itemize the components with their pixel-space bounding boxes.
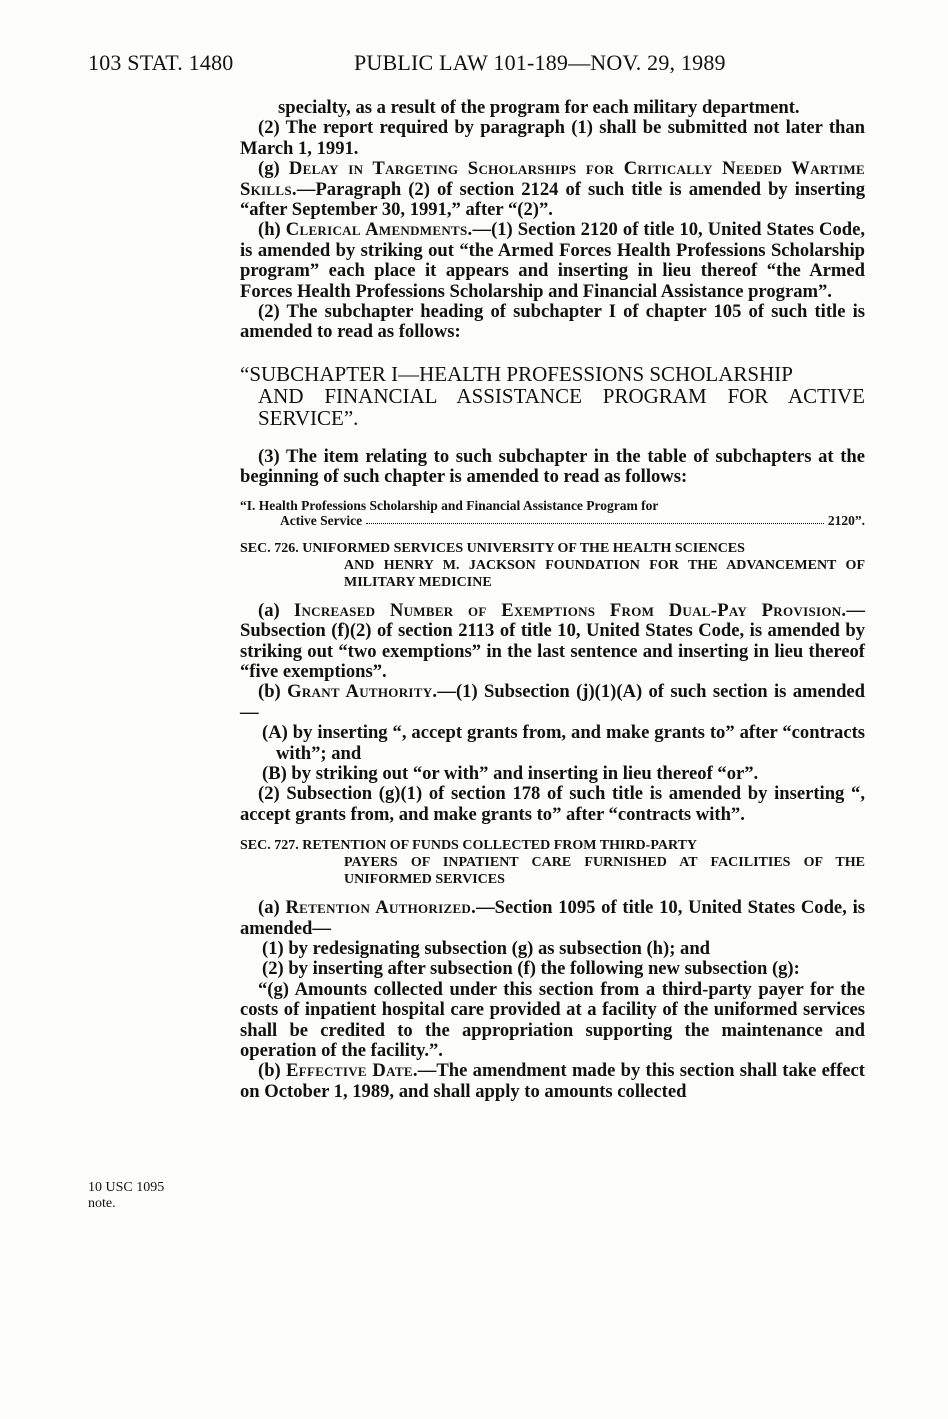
- section-726-subsection-b: [240, 682, 865, 723]
- subchapter-heading: [240, 363, 865, 429]
- toc-section-number: 2120”.: [827, 512, 865, 528]
- margin-note: [88, 1180, 164, 1212]
- paragraph-continuation: specialty, as a result of the program for each military department.: [278, 97, 800, 118]
- public-law-reference: PUBLIC LAW 101-189—NOV. 29, 1989: [354, 50, 726, 75]
- section-727-heading: [240, 837, 865, 888]
- section-727-quoted-subsection-g: “(g) Amounts collected under this section from a third-party payer for the costs of inpatient hospital care provided at a facility of the uniformed services shall be credited to the appropriation supporting the maintenance and operation of the facility.”.: [240, 978, 865, 1061]
- section-727-b-label: (b): [258, 1060, 287, 1082]
- subsection-h: [240, 220, 865, 302]
- section-726-heading: [240, 540, 865, 591]
- subsection-g-heading: Delay in Targeting Scholarships for Critically Needed Wartime Skills.: [240, 158, 865, 200]
- subsection-h-heading: Clerical Amendments.: [285, 219, 473, 241]
- section-726-b-clause-B: (B) by striking out “or with” and inserting in lieu thereof “or”.: [262, 762, 759, 784]
- toc-line2: [240, 513, 865, 528]
- section-726-heading-rest: AND HENRY M. JACKSON FOUNDATION FOR THE ADVANCEMENT OF MILITARY MEDICINE: [344, 557, 865, 590]
- section-727-a-heading: Retention Authorized.: [285, 897, 477, 919]
- section-726-b-paragraph-2: (2) Subsection (g)(1) of section 178 of such title is amended by inserting “, accept grants from, and make grants to” after “contracts with”.: [240, 783, 865, 825]
- section-727-a-clause-1: (1) by redesignating subsection (g) as subsection (h); and: [262, 937, 711, 959]
- section-727-b-heading: Effective Date.: [286, 1060, 418, 1082]
- section-727-subsection-a: [240, 898, 865, 939]
- subsection-h-paragraph-3: (3) The item relating to such subchapter in the table of subchapters at the beginning of such chapter is amended to read as follows:: [240, 445, 865, 488]
- subsection-g: [240, 159, 865, 220]
- section-727-a-clause-2: (2) by inserting after subsection (f) the following new subsection (g):: [262, 958, 800, 980]
- section-726-a-text: —Subsection (f)(2) of section 2113 of title 10, United States Code, is amended by striking out “two exemptions” in the last sentence and inserting in lieu thereof “five exemptions”.: [240, 599, 865, 682]
- toc-line1: “I. Health Professions Scholarship and Financial Assistance Program for: [240, 497, 659, 513]
- margin-note-line2: note.: [88, 1196, 116, 1211]
- section-727-a-text: —Section 1095 of title 10, United States Code, is amended—: [240, 897, 865, 939]
- section-727-a-label: (a): [258, 897, 286, 919]
- section-726-heading-first: SEC. 726. UNIFORMED SERVICES UNIVERSITY OF THE HEALTH SCIENCES: [240, 540, 745, 556]
- section-726-a-heading: Increased Number of Exemptions From Dual-Pay Provision.: [293, 599, 847, 621]
- section-727-heading-rest: PAYERS OF INPATIENT CARE FURNISHED AT FACILITIES OF THE UNIFORMED SERVICES: [344, 855, 865, 888]
- subsection-h-paragraph-2: (2) The subchapter heading of subchapter I of chapter 105 of such title is amended to read as follows:: [240, 301, 865, 343]
- toc-leader-dots: [366, 513, 824, 524]
- section-726-b-text: —(1) Subsection (j)(1)(A) of such section is amended—: [240, 681, 866, 723]
- subchapter-heading-line2: AND FINANCIAL ASSISTANCE PROGRAM FOR ACTIVE SERVICE”.: [258, 383, 865, 430]
- stat-page-reference: 103 STAT. 1480: [88, 50, 234, 75]
- section-726-b-clause-A: (A) by inserting “, accept grants from, and make grants to” after “contracts with”; and: [262, 722, 865, 764]
- section-726-b-heading: Grant Authority.: [287, 681, 438, 703]
- document-body: [240, 98, 865, 1102]
- subchapter-heading-line1: “SUBCHAPTER I—HEALTH PROFESSIONS SCHOLARSHIP: [240, 361, 793, 386]
- section-727-heading-first: SEC. 727. RETENTION OF FUNDS COLLECTED FROM THIRD-PARTY: [240, 838, 698, 854]
- section-727-subsection-b: [240, 1061, 865, 1102]
- subsection-g-text: —Paragraph (2) of section 2124 of such title is amended by inserting “after September 30, 1991,” after “(2)”.: [240, 178, 865, 221]
- section-726-a-label: (a): [258, 599, 294, 621]
- paragraph-report-deadline: (2) The report required by paragraph (1) shall be submitted not later than March 1, 1991.: [240, 117, 865, 159]
- margin-note-line1: 10 USC 1095: [88, 1180, 165, 1195]
- subsection-h-label: (h): [258, 219, 286, 241]
- table-of-subchapters-item: [240, 498, 865, 528]
- toc-line2-text: Active Service: [280, 512, 363, 528]
- section-726-subsection-a: [240, 601, 865, 683]
- section-727-b-text: —The amendment made by this section shall take effect on October 1, 1989, and shall apply to amounts collected: [240, 1060, 865, 1102]
- section-726-b-label: (b): [258, 681, 288, 703]
- subsection-h-text: —(1) Section 2120 of title 10, United States Code, is amended by striking out “the Armed Forces Health Professions Scholarship program” each place it appears and inserting in lieu thereof “the Armed Forces Health Professions Scholarship and Financial Assistance program”.: [240, 219, 865, 302]
- subsection-g-label: (g): [258, 158, 289, 180]
